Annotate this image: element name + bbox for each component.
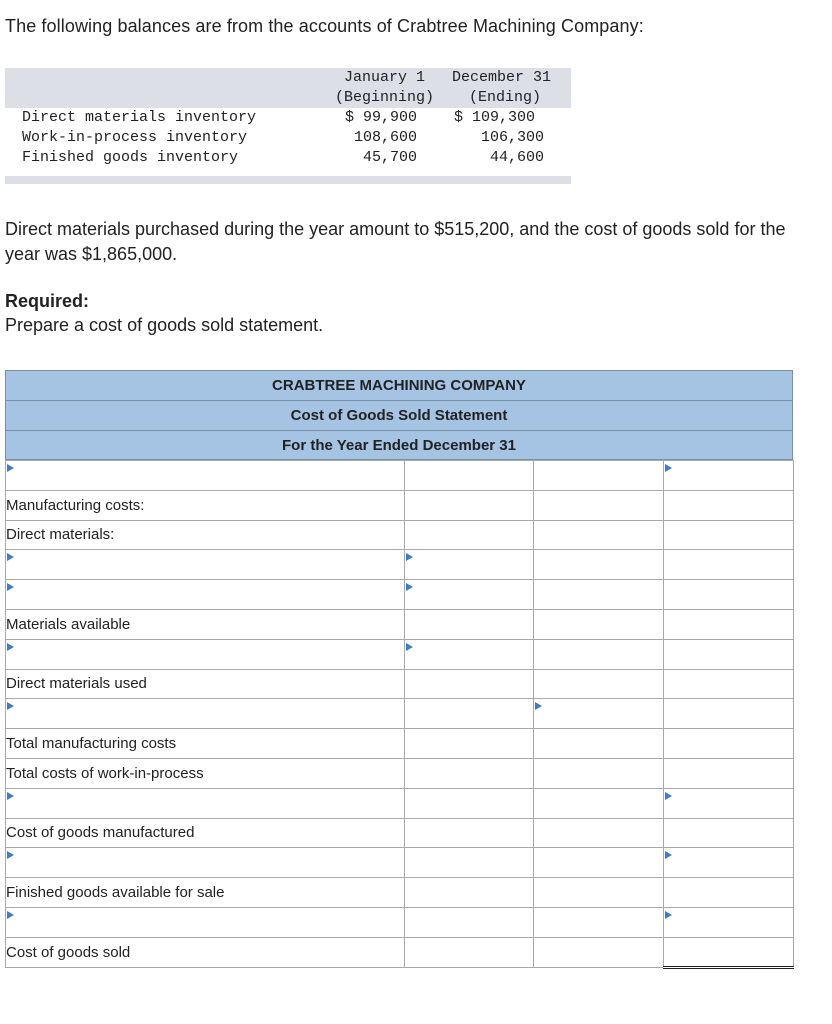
amount-cell[interactable] xyxy=(534,669,664,699)
amount-cell[interactable] xyxy=(405,520,534,550)
amount-cell[interactable] xyxy=(405,907,534,937)
amount-cell[interactable] xyxy=(534,878,664,908)
amount-cell[interactable] xyxy=(534,639,664,669)
amount-cell[interactable] xyxy=(405,580,534,610)
amount-cell[interactable] xyxy=(664,878,794,908)
table-row xyxy=(6,609,794,639)
dropdown-marker-icon xyxy=(7,851,14,859)
amount-cell[interactable] xyxy=(405,609,534,639)
table-row xyxy=(6,669,794,699)
label-cell[interactable] xyxy=(6,550,405,580)
dropdown-marker-icon xyxy=(665,464,672,472)
amount-cell[interactable] xyxy=(534,848,664,878)
table-row xyxy=(6,550,794,580)
amount-cell[interactable] xyxy=(664,729,794,759)
table-row xyxy=(6,937,794,967)
amount-cell[interactable] xyxy=(405,878,534,908)
row-begin-wip: 108,600 xyxy=(354,129,418,146)
balances-table xyxy=(5,66,571,184)
label-cell[interactable] xyxy=(6,907,405,937)
label-materials-available: Materials available xyxy=(6,609,405,639)
table-row xyxy=(6,818,794,848)
label-direct-materials: Direct materials: xyxy=(6,520,405,550)
table-row xyxy=(6,699,794,729)
problem-paragraph: Direct materials purchased during the year amount to $515,200, and the cost of goods sold for the year was $1,865,000. xyxy=(5,219,786,264)
amount-cell[interactable] xyxy=(534,580,664,610)
label-finished-goods-available: Finished goods available for sale xyxy=(6,878,405,908)
amount-cell[interactable] xyxy=(405,669,534,699)
amount-cell[interactable] xyxy=(405,639,534,669)
row-begin-dm: $ 99,900 xyxy=(345,109,418,126)
amount-cell[interactable] xyxy=(534,729,664,759)
required-text: Prepare a cost of goods sold statement. xyxy=(5,315,324,335)
amount-cell[interactable] xyxy=(664,788,794,818)
amount-cell[interactable] xyxy=(534,788,664,818)
label-cost-of-goods-manufactured: Cost of goods manufactured xyxy=(6,818,405,848)
row-begin-fg: 45,700 xyxy=(363,149,418,166)
amount-cell[interactable] xyxy=(664,818,794,848)
table-row xyxy=(6,729,794,759)
row-end-dm: $ 109,300 xyxy=(454,109,536,126)
amount-cell[interactable] xyxy=(405,937,534,967)
amount-cell[interactable] xyxy=(534,520,664,550)
amount-cell[interactable] xyxy=(534,937,664,967)
label-cell[interactable] xyxy=(6,461,405,491)
row-label-dm: Direct materials inventory xyxy=(22,109,257,126)
amount-cell[interactable] xyxy=(534,461,664,491)
dropdown-marker-icon xyxy=(7,464,14,472)
table-row xyxy=(6,580,794,610)
balances-footer-band xyxy=(5,176,571,184)
amount-cell[interactable] xyxy=(534,907,664,937)
label-total-manufacturing-costs: Total manufacturing costs xyxy=(6,729,405,759)
label-total-costs-wip: Total costs of work-in-process xyxy=(6,758,405,788)
intro-text: The following balances are from the accounts of Crabtree Machining Company: xyxy=(5,16,644,36)
amount-cell[interactable] xyxy=(664,699,794,729)
amount-cell[interactable] xyxy=(405,758,534,788)
dropdown-marker-icon xyxy=(7,583,14,591)
dropdown-marker-icon xyxy=(7,553,14,561)
table-row xyxy=(6,461,794,491)
amount-cell[interactable] xyxy=(405,729,534,759)
amount-cell[interactable] xyxy=(664,461,794,491)
label-cost-of-goods-sold: Cost of goods sold xyxy=(6,937,405,967)
amount-cell[interactable] xyxy=(664,490,794,520)
col1-header-line2: (Beginning) xyxy=(335,89,435,106)
row-end-wip: 106,300 xyxy=(481,129,545,146)
table-row xyxy=(6,490,794,520)
amount-cell[interactable] xyxy=(534,609,664,639)
table-row xyxy=(6,878,794,908)
row-label-wip: Work-in-process inventory xyxy=(22,129,248,146)
amount-cell[interactable] xyxy=(664,520,794,550)
amount-cell[interactable] xyxy=(405,699,534,729)
statement-company: CRABTREE MACHINING COMPANY xyxy=(5,370,793,400)
amount-cell[interactable] xyxy=(405,788,534,818)
label-cell[interactable] xyxy=(6,848,405,878)
table-row xyxy=(6,907,794,937)
amount-cell[interactable] xyxy=(534,490,664,520)
amount-cell[interactable] xyxy=(405,461,534,491)
amount-cell[interactable] xyxy=(664,609,794,639)
amount-cell[interactable] xyxy=(405,848,534,878)
label-direct-materials-used: Direct materials used xyxy=(6,669,405,699)
amount-cell[interactable] xyxy=(664,907,794,937)
dropdown-marker-icon xyxy=(7,792,14,800)
label-cell[interactable] xyxy=(6,580,405,610)
amount-cell[interactable] xyxy=(534,758,664,788)
amount-cell[interactable] xyxy=(664,669,794,699)
label-cell[interactable] xyxy=(6,699,405,729)
label-cell[interactable] xyxy=(6,639,405,669)
label-manufacturing-costs: Manufacturing costs: xyxy=(6,490,405,520)
dropdown-marker-icon xyxy=(406,553,413,561)
table-row xyxy=(6,848,794,878)
amount-cell[interactable] xyxy=(534,818,664,848)
dropdown-marker-icon xyxy=(665,851,672,859)
dropdown-marker-icon xyxy=(406,643,413,651)
col1-header-line1: January 1 xyxy=(344,69,426,86)
statement-title: Cost of Goods Sold Statement xyxy=(5,400,793,430)
amount-cell[interactable] xyxy=(534,699,664,729)
cogs-statement xyxy=(5,370,793,969)
amount-cell[interactable] xyxy=(534,550,664,580)
dropdown-marker-icon xyxy=(535,702,542,710)
table-row xyxy=(6,758,794,788)
dropdown-marker-icon xyxy=(406,583,413,591)
dropdown-marker-icon xyxy=(7,911,14,919)
amount-cell[interactable] xyxy=(664,937,794,967)
amount-cell[interactable] xyxy=(405,818,534,848)
dropdown-marker-icon xyxy=(7,643,14,651)
statement-grid xyxy=(5,460,794,969)
amount-cell[interactable] xyxy=(664,550,794,580)
col2-header-line1: December 31 xyxy=(452,69,552,86)
amount-cell[interactable] xyxy=(664,758,794,788)
amount-cell[interactable] xyxy=(664,580,794,610)
table-row xyxy=(6,639,794,669)
amount-cell[interactable] xyxy=(405,550,534,580)
col2-header-line2: (Ending) xyxy=(469,89,542,106)
amount-cell[interactable] xyxy=(664,848,794,878)
row-end-fg: 44,600 xyxy=(490,149,545,166)
table-row xyxy=(6,788,794,818)
amount-cell[interactable] xyxy=(664,639,794,669)
statement-period: For the Year Ended December 31 xyxy=(5,430,793,460)
required-label: Required: xyxy=(5,291,90,311)
amount-cell[interactable] xyxy=(405,490,534,520)
dropdown-marker-icon xyxy=(665,911,672,919)
dropdown-marker-icon xyxy=(7,702,14,710)
label-cell[interactable] xyxy=(6,788,405,818)
table-row xyxy=(6,520,794,550)
dropdown-marker-icon xyxy=(665,792,672,800)
row-label-fg: Finished goods inventory xyxy=(22,149,239,166)
